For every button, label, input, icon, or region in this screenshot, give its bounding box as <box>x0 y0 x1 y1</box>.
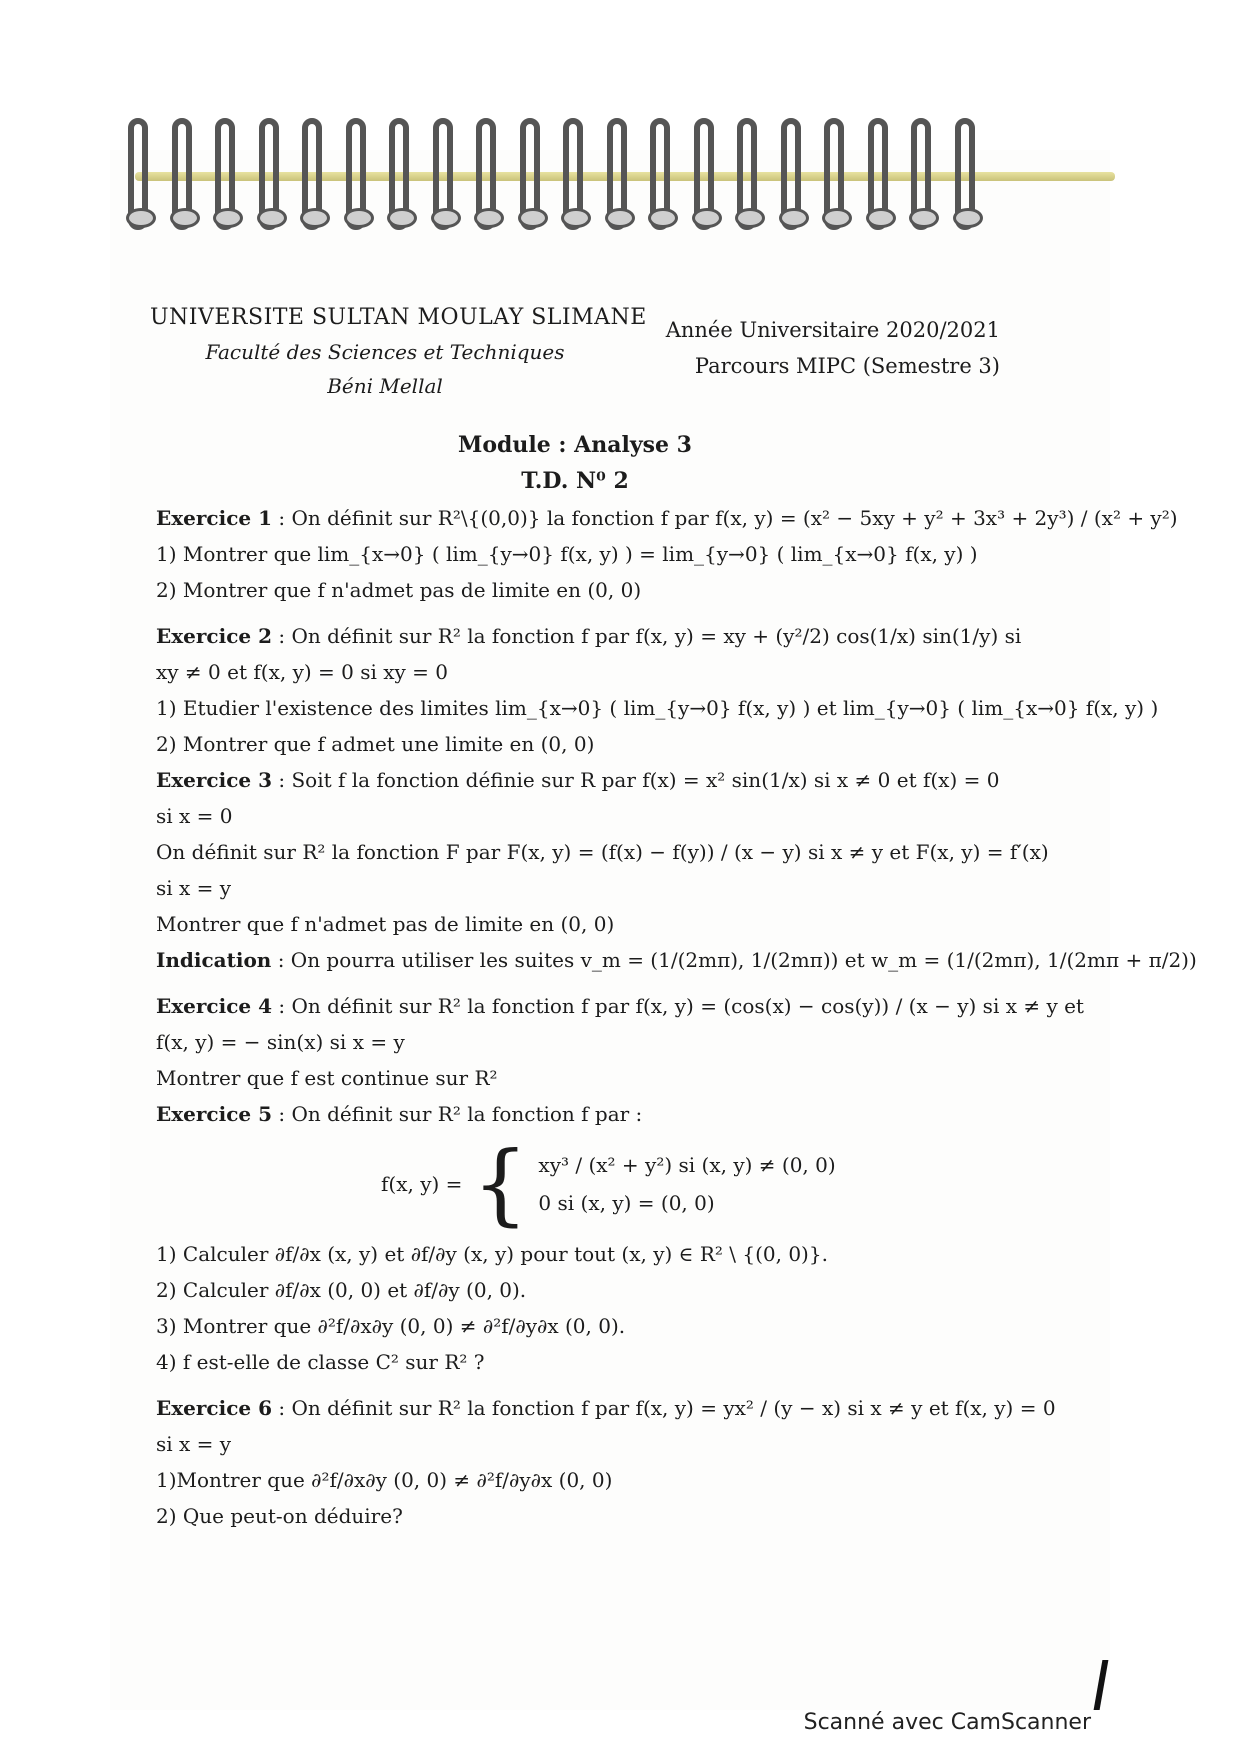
exercise-3-statement <box>156 762 1060 798</box>
exercise-2-question-2: 2) Montrer que f admet une limite en (0, 0) <box>156 732 595 756</box>
exercise-3-text: : Soit f la fonction définie sur R par f(x) = x² sin(1/x) si x ≠ 0 et f(x) = 0 <box>272 768 1000 792</box>
exercise-6-statement <box>156 1390 1060 1426</box>
exercise-5-question-2: 2) Calculer ∂f/∂x (0, 0) et ∂f/∂y (0, 0). <box>156 1278 527 1302</box>
spiral-coil <box>215 118 235 230</box>
document-title <box>420 432 730 504</box>
exercise-1-label: Exercice 1 <box>156 506 272 530</box>
exercise-3-condition: si x = 0 <box>156 804 233 828</box>
exercise-5-question-3: 3) Montrer que ∂²f/∂x∂y (0, 0) ≠ ∂²f/∂y∂x (0, 0). <box>156 1314 626 1338</box>
piecewise-case-2: 0 si (x, y) = (0, 0) <box>538 1191 715 1215</box>
university-name: UNIVERSITE SULTAN MOULAY SLIMANE <box>150 305 647 330</box>
city-name: Béni Mellal <box>327 374 443 398</box>
exercise-6-condition: si x = y <box>156 1432 232 1456</box>
exercise-4-question: Montrer que f est continue sur R² <box>156 1066 498 1090</box>
exercise-5-question-4: 4) f est-elle de classe C² sur R² ? <box>156 1350 485 1374</box>
exercise-1-question-2: 2) Montrer que f n'admet pas de limite en (0, 0) <box>156 578 642 602</box>
spiral-coil <box>433 118 453 230</box>
exercise-2-statement <box>156 618 1060 654</box>
exercise-5-statement <box>156 1096 1060 1132</box>
exercise-6-text: : On définit sur R² la fonction f par f(x, y) = yx² / (y − x) si x ≠ y et f(x, y) = 0 <box>272 1396 1056 1420</box>
exercise-4-label: Exercice 4 <box>156 994 272 1018</box>
scanner-watermark: Scanné avec CamScanner <box>803 1710 1091 1735</box>
exercise-list <box>156 500 1197 1534</box>
exercise-4-condition: f(x, y) = − sin(x) si x = y <box>156 1030 405 1054</box>
module-title: Module : Analyse 3 <box>457 432 692 458</box>
exercise-5-text: : On définit sur R² la fonction f par : <box>272 1102 643 1126</box>
spiral-coil <box>868 118 888 230</box>
spiral-coil <box>259 118 279 230</box>
exercise-5-question-1: 1) Calculer ∂f/∂x (x, y) et ∂f/∂y (x, y) pour tout (x, y) ∈ R² \ {(0, 0)}. <box>156 1242 828 1266</box>
hint-text: : On pourra utiliser les suites v_m = (1/(2mπ), 1/(2mπ)) et w_m = (1/(2mπ), 1/(2mπ + π/2)) <box>271 948 1197 972</box>
exercise-2-condition: xy ≠ 0 et f(x, y) = 0 si xy = 0 <box>156 660 449 684</box>
exercise-4-text: : On définit sur R² la fonction f par f(x, y) = (cos(x) − cos(y)) / (x − y) si x ≠ y et <box>272 994 1084 1018</box>
spiral-coil <box>607 118 627 230</box>
exercise-3-definition-F-case: si x = y <box>156 876 232 900</box>
td-number: T.D. N⁰ 2 <box>521 468 629 494</box>
piecewise-lhs: f(x, y) = <box>381 1172 463 1196</box>
spiral-coil <box>737 118 757 230</box>
spiral-coil <box>302 118 322 230</box>
study-track: Parcours MIPC (Semestre 3) <box>694 354 1000 378</box>
exercise-1-question-1: 1) Montrer que lim_{x→0} ( lim_{y→0} f(x, y) ) = lim_{y→0} ( lim_{x→0} f(x, y) ) <box>156 542 978 566</box>
exercise-6-label: Exercice 6 <box>156 1396 272 1420</box>
exercise-6-question-1: 1)Montrer que ∂²f/∂x∂y (0, 0) ≠ ∂²f/∂y∂x (0, 0) <box>156 1468 613 1492</box>
exercise-2-text: : On définit sur R² la fonction f par f(x, y) = xy + (y²/2) cos(1/x) sin(1/y) si <box>272 624 1022 648</box>
faculty-name: Faculté des Sciences et Techniques <box>205 340 565 364</box>
hint-label: Indication <box>156 948 272 972</box>
exercise-2-question-1: 1) Etudier l'existence des limites lim_{x→0} ( lim_{y→0} f(x, y) ) et lim_{y→0} ( lim_{x→0} f(x, y) ) <box>156 696 1159 720</box>
spiral-coil <box>346 118 366 230</box>
spiral-coil <box>781 118 801 230</box>
spiral-coil <box>694 118 714 230</box>
spiral-coil <box>476 118 496 230</box>
exercise-4-statement <box>156 988 1084 1024</box>
spiral-coil <box>911 118 931 230</box>
piecewise-case-1: xy³ / (x² + y²) si (x, y) ≠ (0, 0) <box>538 1153 836 1177</box>
exercise-5-label: Exercice 5 <box>156 1102 272 1126</box>
academic-year: Année Universitaire 2020/2021 <box>665 318 1000 342</box>
spiral-coil <box>650 118 670 230</box>
exercise-3-label: Exercice 3 <box>156 768 272 792</box>
exercise-5-piecewise-definition <box>381 1132 1060 1235</box>
exercise-3-hint <box>156 942 1197 978</box>
spiral-coil <box>520 118 540 230</box>
spiral-coil <box>172 118 192 230</box>
exercise-1-statement <box>156 500 1178 536</box>
exercise-2-label: Exercice 2 <box>156 624 272 648</box>
exercise-6-question-2: 2) Que peut-on déduire? <box>156 1504 403 1528</box>
header-academic <box>660 318 1000 390</box>
exercise-3-definition-F: On définit sur R² la fonction F par F(x, y) = (f(x) − f(y)) / (x − y) si x ≠ y et F(x, y) = f′(x) <box>156 840 1049 864</box>
exercise-1-text: : On définit sur R²\{(0,0)} la fonction f par f(x, y) = (x² − 5xy + y² + 3x³ + 2y³) / (x² + y²) <box>272 506 1178 530</box>
spiral-coil <box>955 118 975 230</box>
exercise-3-question: Montrer que f n'admet pas de limite en (0, 0) <box>156 912 615 936</box>
spiral-coil <box>824 118 844 230</box>
spiral-coil <box>389 118 409 230</box>
spiral-coil <box>128 118 148 230</box>
spiral-coil <box>563 118 583 230</box>
header-institution <box>150 305 647 398</box>
left-brace-icon: { <box>472 1132 529 1235</box>
